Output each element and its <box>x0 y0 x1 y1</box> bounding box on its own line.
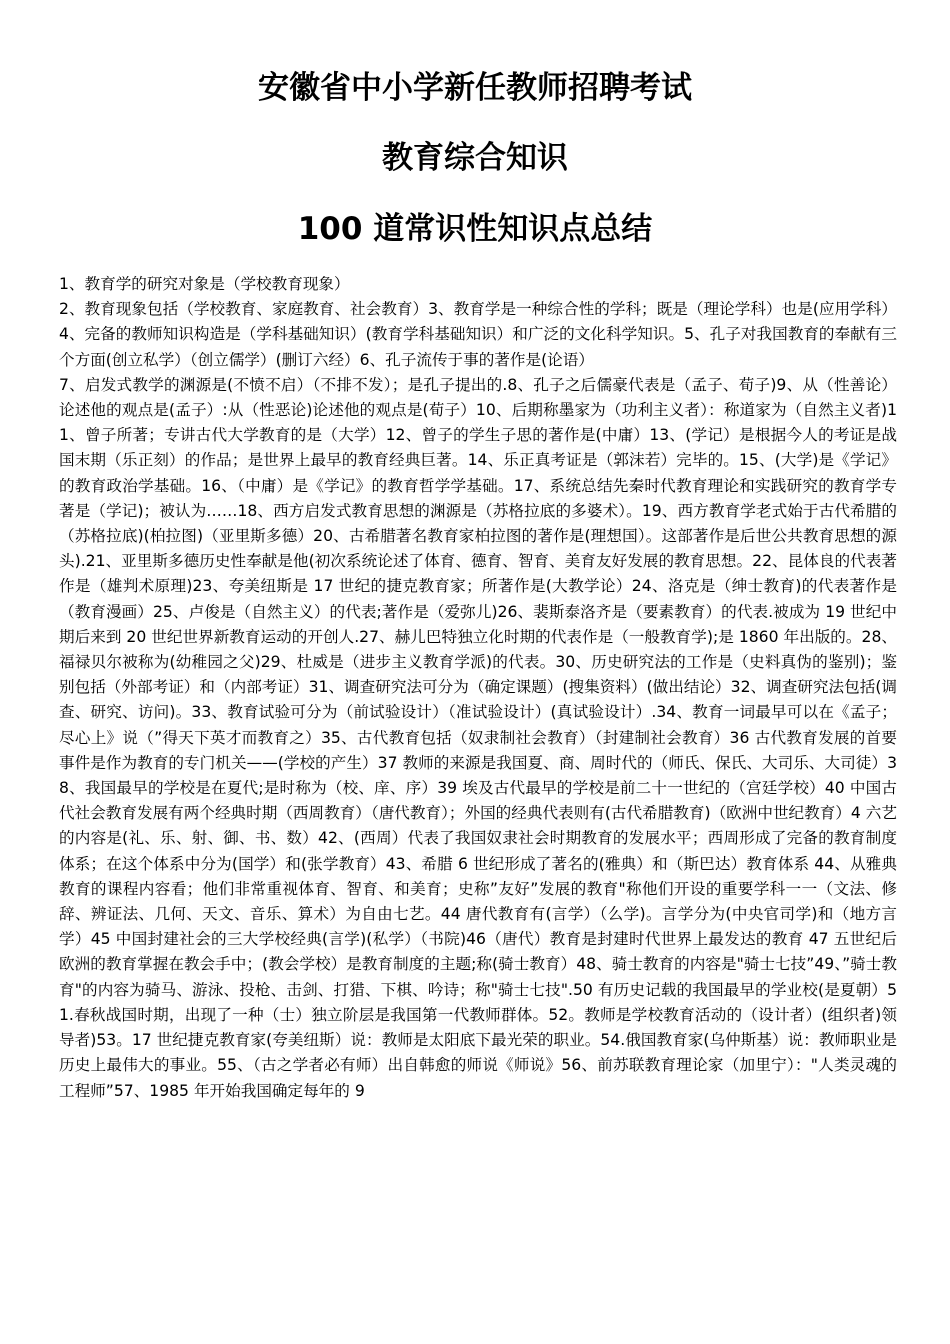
document-heading: 100 道常识性知识点总结 <box>297 211 653 247</box>
document-subtitle: 教育综合知识 <box>382 140 568 176</box>
document-title: 安徽省中小学新任教师招聘考试 <box>258 70 692 106</box>
paragraph-items-2-6: 2、教育现象包括（学校教育、家庭教育、社会教育）3、教育学是一种综合性的学科；既是（理论学科）也是(应用学科）4、完备的教师知识构造是（学科基础知识）(教育学科基础知识）和广泛的文化科学知识。5、孔子对我国教育的奉献有三个方面(创立私学）（创立儒学）(删订六经）6、孔子流传于事的著作是(论语） <box>59 300 897 369</box>
document-body <box>59 272 897 1104</box>
paragraph-item-1: 1、教育学的研究对象是（学校教育现象） <box>59 275 350 293</box>
paragraph-items-7-57: 7、启发式教学的渊源是(不愤不启）（不排不发）；是孔子提出的.8、孔子之后儒豪代表是（孟子、荀子)9、从（性善论）论述他的观点是(孟子）:从（性恶论)论述他的观点是(荀子）10、后期称墨家为（功利主义者）：称道家为（自然主义者)11、曾子所著；专讲古代大学教育的是（大学）12、曾子的学生子思的著作是(中庸）13、(学记）是根据今人的考证是战国末期（乐正刻）的作品；是世界上最早的教育经典巨著。14、乐正真考证是（郭沫若）完毕的。15、(大学)是《学记》的教育政治学基础。16、（中庸）是《学记》的教育哲学学基础。17、系统总结先秦时代教育理论和实践研究的教育学专著是（学记)；被认为……18、西方启发式教育思想的渊源是（苏格拉底的多婆术）。19、西方教育学老式始于古代希腊的（苏格拉底)(柏拉图)（亚里斯多德）20、古希腊著名教育家柏拉图的著作是(理想国）。这部著作是后世公共教育思想的源头).21、亚里斯多德历史性奉献是他(初次系统论述了体育、德育、智育、美育友好发展的教育思想。22、昆体良的代表著作是（雄判术原理)23、夸美纽斯是 17 世纪的捷克教育家；所著作是(大教学论）24、洛克是（绅士教育)的代表著作是（教育漫画）25、卢俊是（自然主义）的代表;著作是（爱弥儿)26、裴斯泰洛齐是（要素教育）的代表.被成为 19 世纪中期后来到 20 世纪世界新教育运动的开创人.27、赫儿巴特独立化时期的代表作是（一般教育学);是 1860 年出版的。28、福禄贝尔被称为(幼稚园之父)29、杜威是（进步主义教育学派)的代表。30、历史研究法的工作是（史料真伪的鉴别)；鉴别包括（外部考证）和（内部考证）31、调查研究法可分为（确定课题）(搜集资料）(做出结论）32、调查研究法包括(调查、研究、访问)。33、教育试验可分为（前试验设计）（准试验设计）(真试验设计）.34、教育一词最早可以在《孟子；尽心上》说（”得天下英才而教育之）35、古代教育包括（奴隶制社会教育）（封建制社会教育）36 古代教育发展的首要事件是作为教育的专门机关——(学校的产生）37 教师的来源是我国夏、商、周时代的（师氏、保氏、大司乐、大司徒）38、我国最早的学校是在夏代;是时称为（校、庠、序）39 埃及古代最早的学校是前二十一世纪的（宫廷学校）40 中国古代社会教育发展有两个经典时期（西周教育）（唐代教育）；外国的经典代表则有(古代希腊教育)（欧洲中世纪教育）4 六艺的内容是(礼、乐、射、御、书、数）42、(西周）代表了我国奴隶社会时期教育的发展水平；西周形成了完备的教育制度体系；在这个体系中分为(国学）和(张学教育）43、希腊 6 世纪形成了著名的(雅典）和（斯巴达）教育体系 44、从雅典教育的课程内容看；他们非常重视体育、智育、和美育；史称”友好”发展的教育"称他们开设的重要学科一一（文法、修辞、辨证法、几何、天文、音乐、算术）为自由七艺。44 唐代教育有(言学）（么学)。言学分为(中央官司学)和（地方言学）45 中国封建社会的三大学校经典(言学)(私学）（书院)46（唐代）教育是封建时代世界上最发达的教育 47 五世纪后欧洲的教育掌握在教会手中；(教会学校）是教育制度的主题;称(骑士教育）48、骑士教育的内容是"骑士七技”49、”骑士教育"的内容为骑马、游泳、投枪、击剑、打猎、下棋、吟诗；称"骑士七技".50 有历史记载的我国最早的学业校(是夏朝）51.春秋战国时期，出现了一种（士）独立阶层是我国第一代教师群体。52。教师是学校教育活动的（设计者）(组织者)领导者)53。17 世纪捷克教育家(夸美纽斯）说：教师是太阳底下最光荣的职业。54.俄国教育家(乌仲斯基）说：教师职业是历史上最伟大的事业。55、（古之学者必有师）出自韩愈的师说《师说》56、前苏联教育理论家（加里宁）："人类灵魂的工程师”57、1985 年开始我国确定每年的 9 <box>59 375 897 1100</box>
